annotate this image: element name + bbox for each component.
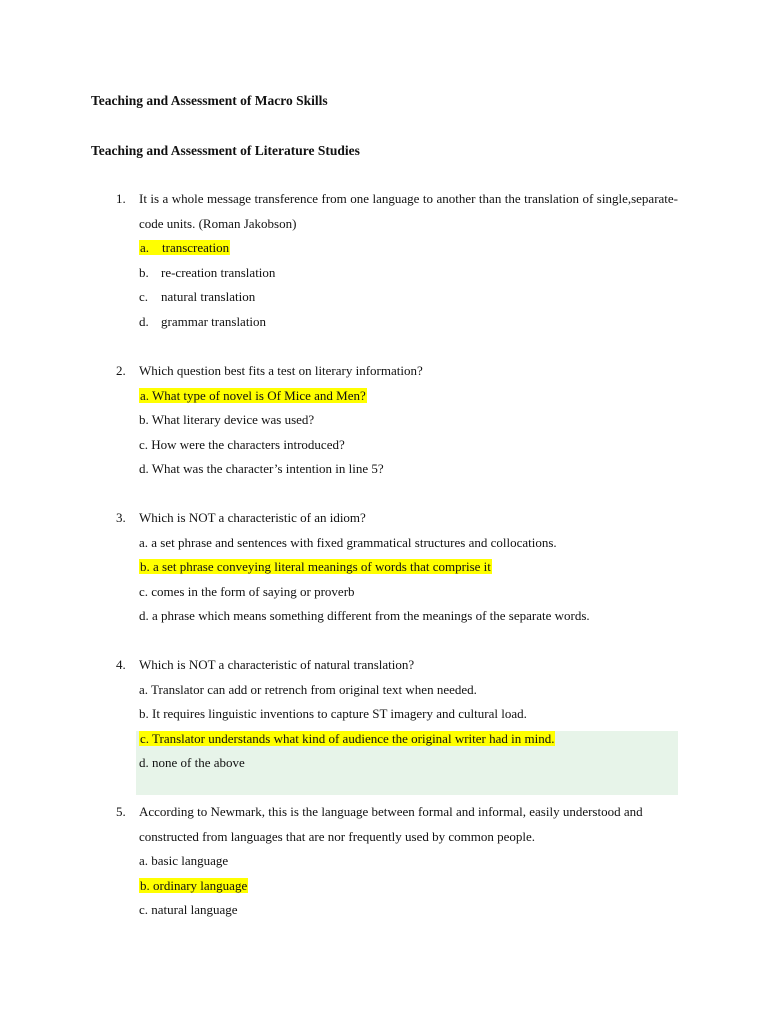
answer-option-d: d. What was the character’s intention in line 5?: [139, 461, 384, 476]
option-text: b. ordinary language: [140, 877, 248, 893]
option-text: c. Translator understands what kind of audience the original writer had in mind.: [140, 730, 555, 746]
answer-option-c: c. How were the characters introduced?: [139, 436, 345, 452]
answer-option-b: b. What literary device was used?: [139, 412, 315, 427]
answer-option-a: a. Translator can add or retrench from original text when needed.: [139, 681, 477, 697]
answer-option-d: d. a phrase which means something different from the meanings of the separate words.: [139, 608, 590, 623]
question-text: According to Newmark, this is the language between formal and informal, easily understood and constructed from languages that are nor frequently used by common people.: [139, 804, 643, 844]
answer-option-d: d. none of the above: [139, 755, 245, 770]
option-text: a. What type of novel is Of Mice and Men?: [140, 387, 366, 403]
answer-option-c: [139, 727, 555, 752]
document-heading-literature-studies: Teaching and Assessment of Literature Studies: [91, 143, 360, 158]
answer-option-a: a. a set phrase and sentences with fixed grammatical structures and collocations.: [139, 534, 557, 550]
answer-option-b: [139, 555, 492, 580]
answer-option-a: [139, 384, 367, 409]
document-heading-macro-skills: Teaching and Assessment of Macro Skills: [91, 93, 328, 108]
answer-option-b: b. It requires linguistic inventions to capture ST imagery and cultural load.: [139, 706, 527, 721]
option-text: re-creation translation: [161, 264, 276, 280]
answer-option-b: [139, 261, 275, 286]
option-letter: a.: [140, 240, 150, 255]
option-text: natural translation: [161, 289, 256, 304]
answer-option-c: c. natural language: [139, 902, 238, 917]
answer-option-a: [139, 236, 230, 261]
question-text: It is a whole message transference from one language to another than the translation of single,separate-code units. (Roman Jakobson): [139, 191, 678, 231]
answer-option-c: [139, 285, 255, 310]
answer-option-a: a. basic language: [139, 853, 229, 868]
question-text: Which is NOT a characteristic of an idiom?: [139, 510, 366, 525]
answer-option-b: [139, 874, 248, 899]
question-text: Which question best fits a test on literary information?: [139, 363, 423, 378]
question-number: 2.: [116, 363, 126, 378]
option-letter: c.: [139, 289, 149, 304]
option-text: b. a set phrase conveying literal meanings of words that comprise it: [140, 559, 491, 574]
question-number: 4.: [116, 657, 126, 672]
question-number: 1.: [116, 191, 126, 206]
question-text: Which is NOT a characteristic of natural translation?: [139, 657, 415, 672]
answer-option-d: [139, 310, 266, 335]
question-number: 5.: [116, 804, 126, 819]
answer-option-c: c. comes in the form of saying or proverb: [139, 583, 355, 599]
option-text: transcreation: [162, 240, 230, 255]
option-letter: d.: [139, 313, 149, 329]
option-text: grammar translation: [161, 313, 267, 329]
question-number: 3.: [116, 510, 126, 525]
option-letter: b.: [139, 264, 149, 280]
